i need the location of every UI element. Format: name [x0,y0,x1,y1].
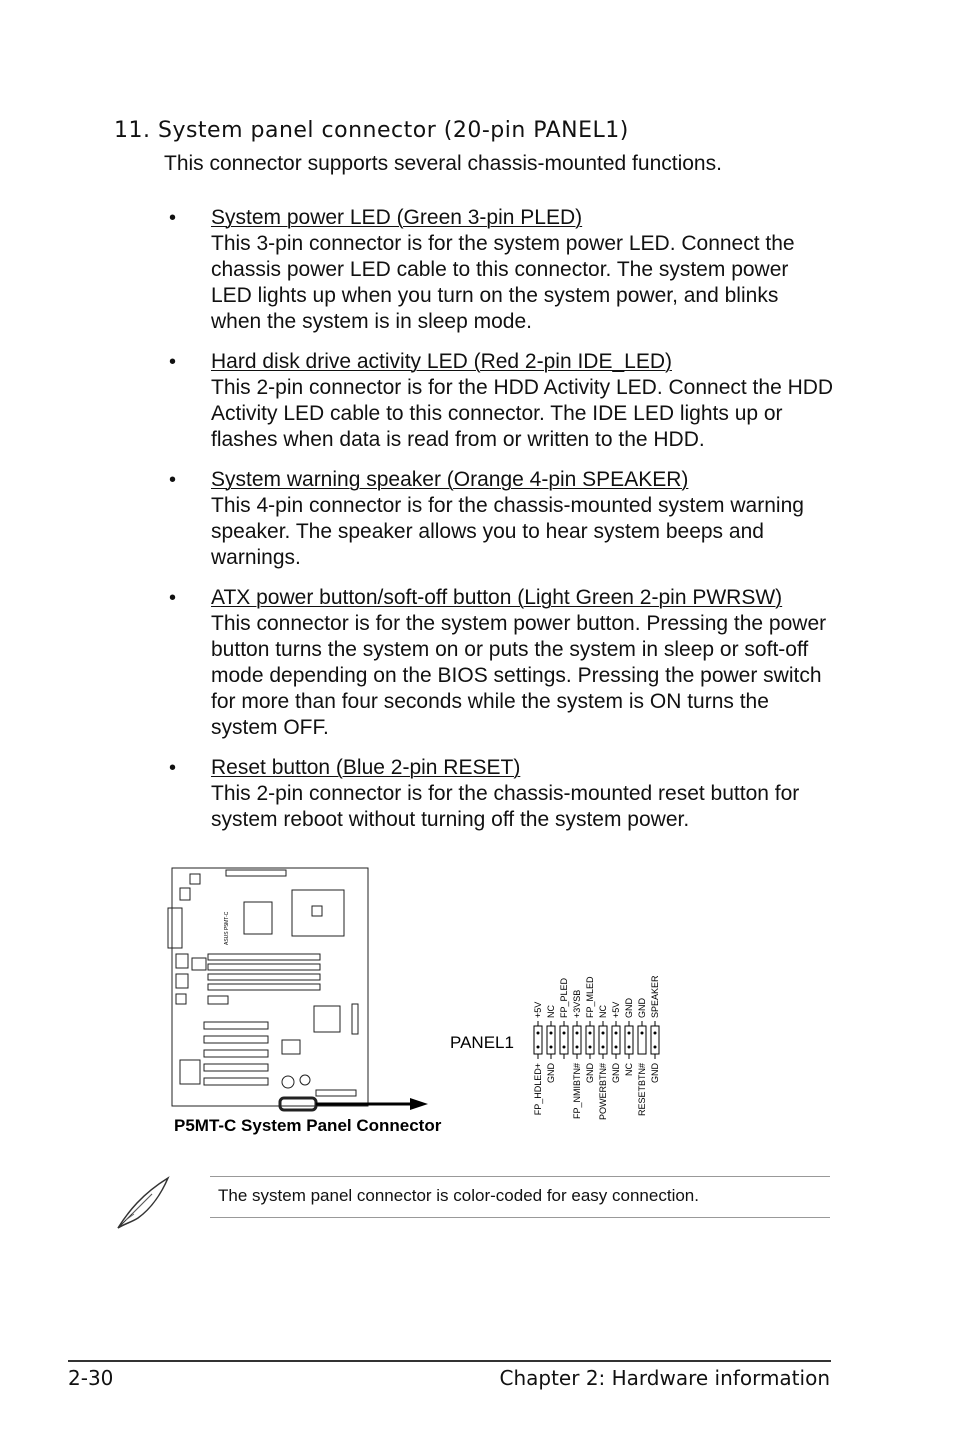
bullet-title: Hard disk drive activity LED (Red 2-pin IDE_LED) [211,350,672,373]
note-text: The system panel connector is color-coded for easy connection. [218,1186,699,1205]
note-box [210,1176,830,1218]
section-title: 11. System panel connector (20-pin PANEL1) [114,118,629,143]
bullet-body: This 3-pin connector is for the system power LED. Connect the chassis power LED cable to this connector. The system power LED lights up when you turn on the system power, and blinks when the system is in sleep mode. [211,232,795,333]
pin-label-top: GND [624,998,634,1018]
pin-brackets [538,1021,655,1059]
section-intro: This connector supports several chassis-mounted functions. [164,152,722,175]
pin-header [534,1026,659,1054]
bullet-body: This 2-pin connector is for the HDD Activity LED. Connect the HDD Activity LED cable to this connector. The IDE LED lights up or flashes when data is read from or written to the HDD. [211,376,834,451]
board-label: ASUS P5MT-C [224,911,230,945]
bullet-title: System power LED (Green 3-pin PLED) [211,206,583,229]
bullet-dot: • [169,207,177,229]
motherboard-illustration [168,868,368,1110]
bullet-body: This 4-pin connector is for the chassis-mounted system warning speaker. The speaker allows you to hear system beeps and warnings. [211,494,804,569]
bullet-dot: • [169,587,177,609]
pin-label-top: +3VSB [572,989,582,1018]
chapter-title: Chapter 2: Hardware information [499,1366,830,1390]
feather-icon [112,1172,174,1232]
page-number: 2-30 [68,1366,114,1390]
bullet-title: Reset button (Blue 2-pin RESET) [211,756,521,779]
pin-label-top: FP_MLED [585,976,595,1018]
bullet-dot: • [169,757,177,779]
bullet-dot: • [169,469,177,491]
diagram-caption: P5MT-C System Panel Connector [174,1116,442,1135]
pin-label-top: NC [546,1005,556,1018]
bullet-body: This connector is for the system power button. Pressing the power button turns the system on or puts the system in sleep or soft-off mode depending on the BIOS settings. Pressing the power switch for more than four seconds while the system is ON turns the system OFF. [211,612,827,739]
bullet-dot: • [169,351,177,373]
pin-label-top: FP_PLED [559,977,569,1018]
footer-rule [68,1360,831,1362]
pin-label-bottom: NC [624,1063,634,1076]
bullet-title: ATX power button/soft-off button (Light Green 2-pin PWRSW) [211,586,783,609]
pin-label-bottom: FP_HDLED+ [533,1063,543,1116]
pin-label-bottom: GND [546,1063,556,1083]
panel-label: PANEL1 [450,1033,514,1052]
pin-label-top: NC [598,1005,608,1018]
pin-label-top: +5V [611,1001,621,1018]
pin-label-bottom: RESETBTN# [637,1063,647,1117]
pin-label-bottom: FP_NMIBTN# [572,1063,582,1120]
pin-label-top: SPEAKER [650,975,660,1018]
arrow-icon [316,1098,428,1110]
pin-label-bottom: GND [650,1063,660,1083]
pin-label-bottom: GND [585,1063,595,1083]
pin-label-top: GND [637,998,647,1018]
pin-label-bottom: GND [611,1063,621,1083]
pin-label-bottom: POWERBTN# [598,1063,608,1121]
bullet-title: System warning speaker (Orange 4-pin SPEAKER) [211,468,689,491]
pin-label-top: +5V [533,1001,543,1018]
bullet-body: This 2-pin connector is for the chassis-mounted reset button for system reboot without turning off the system power. [211,782,800,831]
